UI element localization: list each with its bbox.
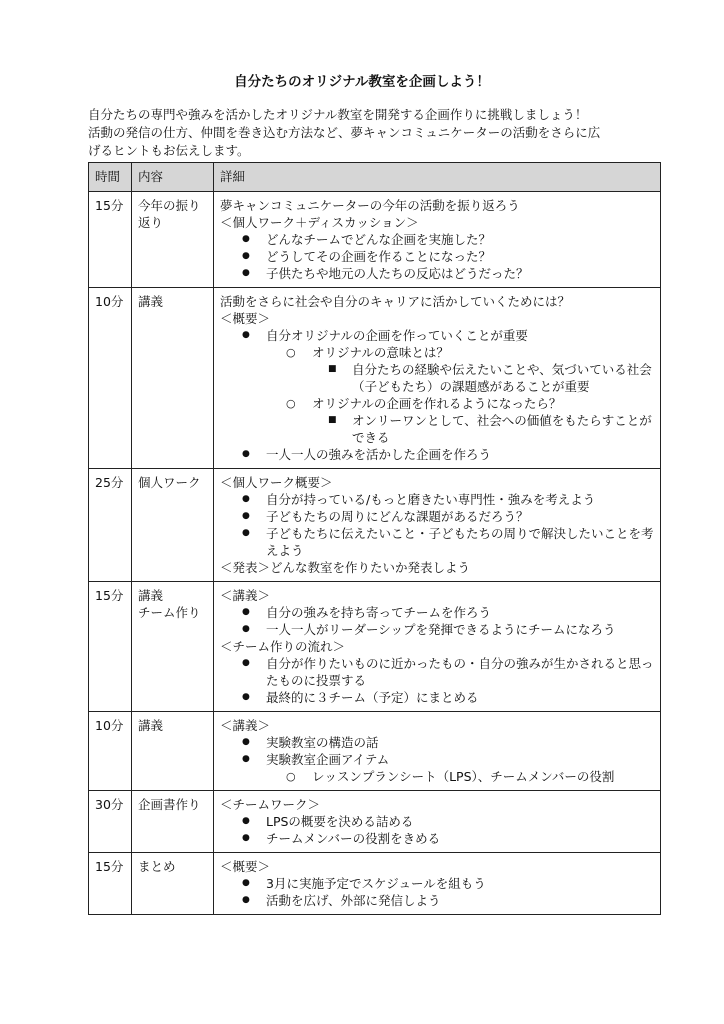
bullet-item [220,830,655,847]
bullet-circle-icon: ○ [286,346,296,359]
bullet-dot-icon: ● [242,692,250,702]
bullet-text: 自分たちの経験や伝えたいことや、気づいている社会（子どもたち）の課題感があることが重要 [352,362,652,394]
detail-heading: ＜概要＞ [220,311,271,326]
intro-line: 活動の発信の仕方、仲間を巻き込む方法など、夢キャンコミュニケーターの活動をさらに広 [88,125,601,140]
content-line: 講義 [138,588,164,603]
bullet-circle-icon: ○ [286,397,296,410]
bullet-item [220,361,655,395]
bullet-item [220,446,655,463]
bullet-dot-icon: ● [242,234,250,244]
bullet-dot-icon: ● [242,511,250,521]
time-cell: 30分 [89,791,132,853]
bullet-item [220,525,655,559]
detail-heading: 夢キャンコミュニケーターの今年の活動を振り返ろう [220,198,520,213]
bullet-dot-icon: ● [242,754,250,764]
table-row [89,582,661,712]
content-cell [132,192,214,288]
details-cell [214,791,661,853]
bullet-item [220,621,655,638]
details-cell [214,288,661,469]
detail-heading: ＜講義＞ [220,588,271,603]
detail-heading: 活動をさらに社会や自分のキャリアに活かしていくためには？ [220,294,571,309]
bullet-item [220,768,655,785]
content-cell [132,469,214,582]
time-cell: 10分 [89,288,132,469]
bullet-dot-icon: ● [242,658,250,668]
details-cell [214,582,661,712]
bullet-text: どうしてその企画を作ることになった？ [266,249,492,264]
bullet-text: 一人一人の強みを活かした企画を作ろう [266,447,492,462]
table-row [89,791,661,853]
bullet-text: オリジナルの意味とは？ [312,345,449,360]
table-row [89,288,661,469]
detail-heading: ＜個人ワーク概要＞ [220,475,333,490]
bullet-text: 自分が作りたいものに近かったもの・自分の強みが生かされると思ったものに投票する [266,656,654,688]
bullet-text: 3月に実施予定でスケジュールを組もう [266,876,486,891]
bullet-text: 自分の強みを持ち寄ってチームを作ろう [266,605,492,620]
bullet-item [220,875,655,892]
bullet-text: 自分オリジナルの企画を作っていくことが重要 [266,328,528,343]
intro-line: げるヒントもお伝えします。 [88,143,250,158]
details-cell [214,853,661,915]
schedule-table [88,162,661,915]
table-row [89,853,661,915]
header-content: 内容 [132,163,214,192]
content-line: まとめ [138,859,176,874]
content-line: 個人ワーク [138,475,201,490]
bullet-dot-icon: ● [242,449,250,459]
bullet-text: 子どもたちに伝えたいこと・子どもたちの周りで解決したいことを考えよう [266,526,654,558]
bullet-item [220,265,655,282]
content-cell [132,853,214,915]
bullet-square-icon: ■ [328,415,337,425]
bullet-item [220,508,655,525]
bullet-square-icon: ■ [328,364,337,374]
page-title: 自分たちのオリジナル教室を企画しよう！ [234,74,490,90]
details-cell [214,192,661,288]
bullet-text: オリジナルの企画を作れるようになったら？ [312,396,562,411]
detail-heading: ＜講義＞ [220,718,271,733]
time-cell: 25分 [89,469,132,582]
bullet-dot-icon: ● [242,833,250,843]
intro-paragraph [88,106,648,160]
bullet-dot-icon: ● [242,268,250,278]
table-row [89,192,661,288]
content-cell [132,791,214,853]
bullet-text: LPSの概要を決める詰める [266,814,414,829]
detail-heading: ＜発表＞どんな教室を作りたいか発表しよう [220,560,471,575]
bullet-circle-icon: ○ [286,770,296,783]
bullet-item [220,734,655,751]
time-cell: 15分 [89,582,132,712]
bullet-item [220,395,655,412]
bullet-text: 自分が持っている/もっと磨きたい専門性・強みを考えよう [266,492,596,507]
content-line: 今年の振り [138,198,201,213]
bullet-item [220,655,655,689]
bullet-dot-icon: ● [242,607,250,617]
bullet-item [220,248,655,265]
bullet-text: 実験教室企画アイテム [266,752,390,767]
bullet-dot-icon: ● [242,737,250,747]
header-time: 時間 [89,163,132,192]
content-line: 返り [138,215,164,230]
details-cell [214,712,661,791]
time-cell: 10分 [89,712,132,791]
bullet-dot-icon: ● [242,330,250,340]
bullet-item [220,231,655,248]
bullet-text: 実験教室の構造の話 [266,735,379,750]
bullet-dot-icon: ● [242,494,250,504]
bullet-dot-icon: ● [242,251,250,261]
detail-heading: ＜概要＞ [220,859,271,874]
detail-heading: ＜個人ワーク＋ディスカッション＞ [220,215,419,230]
time-cell: 15分 [89,853,132,915]
bullet-text: どんなチームでどんな企画を実施した？ [266,232,492,247]
header-details: 詳細 [214,163,661,192]
intro-line: 自分たちの専門や強みを活かしたオリジナル教室を開発する企画作りに挑戦しましょう！ [88,107,588,122]
details-cell [214,469,661,582]
bullet-text: オンリーワンとして、社会への価値をもたらすことができる [352,413,652,445]
content-line: チーム作り [138,605,201,620]
bullet-text: 子供たちや地元の人たちの反応はどうだった？ [266,266,529,281]
bullet-dot-icon: ● [242,528,250,538]
time-cell: 15分 [89,192,132,288]
bullet-item [220,604,655,621]
bullet-item [220,751,655,768]
content-line: 講義 [138,718,164,733]
content-cell [132,288,214,469]
bullet-dot-icon: ● [242,816,250,826]
table-row [89,712,661,791]
header-row [89,163,661,192]
bullet-text: レッスンプランシート（LPS）、チームメンバーの役割 [312,769,615,784]
bullet-item [220,327,655,344]
bullet-item [220,412,655,446]
bullet-item [220,813,655,830]
content-line: 企画書作り [138,797,201,812]
content-cell [132,582,214,712]
bullet-item [220,689,655,706]
bullet-dot-icon: ● [242,895,250,905]
bullet-item [220,892,655,909]
bullet-item [220,491,655,508]
content-line: 講義 [138,294,164,309]
bullet-dot-icon: ● [242,624,250,634]
bullet-text: 一人一人がリーダーシップを発揮できるようにチームになろう [266,622,616,637]
bullet-text: 子どもたちの周りにどんな課題があるだろう？ [266,509,529,524]
content-cell [132,712,214,791]
detail-heading: ＜チーム作りの流れ＞ [220,639,346,654]
bullet-dot-icon: ● [242,878,250,888]
bullet-text: 最終的に３チーム（予定）にまとめる [266,690,479,705]
bullet-text: チームメンバーの役割をきめる [266,831,441,846]
bullet-item [220,344,655,361]
detail-heading: ＜チームワーク＞ [220,797,321,812]
table-row [89,469,661,582]
bullet-text: 活動を広げ、外部に発信しよう [266,893,441,908]
